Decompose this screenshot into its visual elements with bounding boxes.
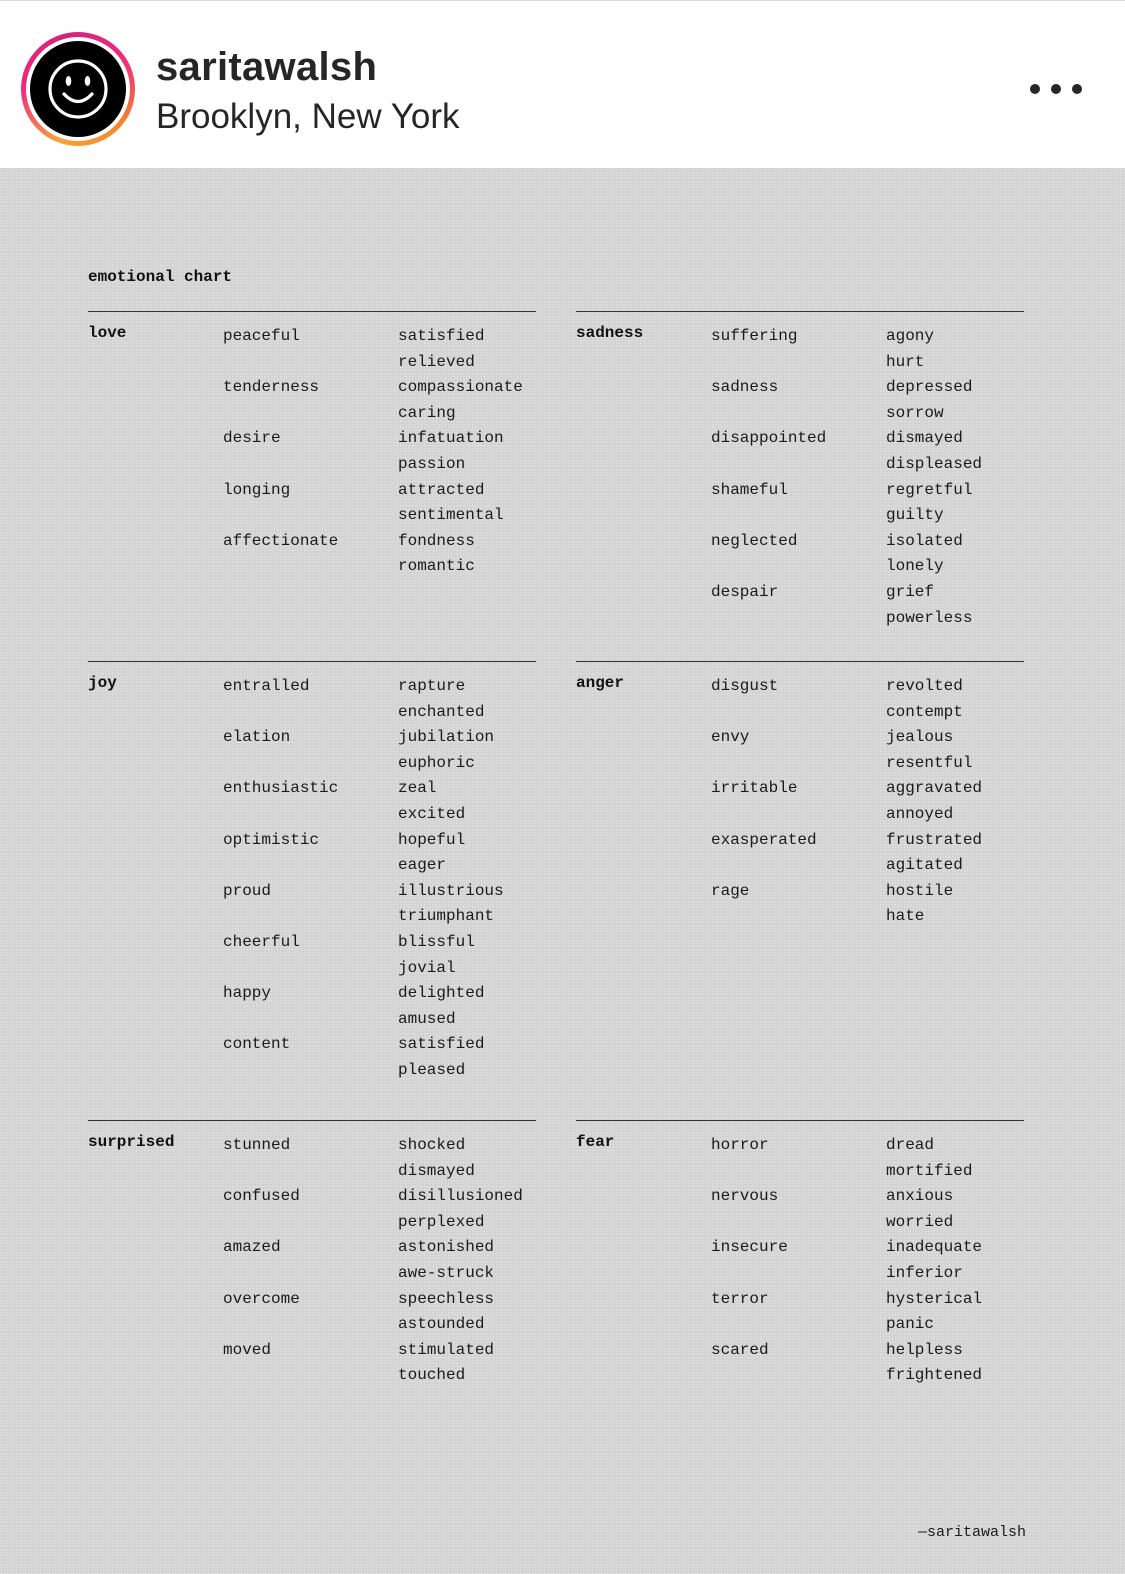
emotion-word bbox=[711, 503, 826, 529]
emotion-word: rage bbox=[711, 881, 750, 900]
emotion-word: perplexed bbox=[398, 1212, 485, 1231]
emotion-word bbox=[223, 1210, 300, 1236]
emotion-word: dismayed bbox=[398, 1161, 475, 1180]
emotion-word bbox=[223, 1058, 338, 1084]
signature: —saritawalsh bbox=[918, 1524, 1027, 1541]
emotion-word bbox=[223, 350, 338, 376]
emotion-word: aggravated bbox=[886, 779, 983, 798]
emotion-word: powerless bbox=[886, 608, 973, 627]
emotion-word: tenderness bbox=[223, 378, 320, 397]
emotion-word: disgust bbox=[711, 677, 779, 695]
emotion-word: regretful bbox=[886, 480, 973, 499]
emotion-column-primary bbox=[223, 1133, 300, 1389]
emotion-word bbox=[711, 606, 826, 632]
emotion-word: nervous bbox=[711, 1187, 779, 1206]
emotion-word: helpless bbox=[886, 1340, 963, 1359]
section-heading: love bbox=[88, 324, 127, 342]
post-image[interactable] bbox=[0, 168, 1125, 1574]
section-joy bbox=[88, 661, 536, 1079]
post-header bbox=[0, 0, 1125, 168]
emotion-word: hate bbox=[886, 907, 925, 926]
emotion-word bbox=[711, 554, 826, 580]
emotion-word: awe-struck bbox=[398, 1263, 495, 1282]
emotion-word: guilty bbox=[886, 506, 944, 525]
dot-icon bbox=[1072, 84, 1082, 94]
emotion-word: scared bbox=[711, 1340, 769, 1359]
emotion-word: proud bbox=[223, 881, 272, 900]
avatar-border bbox=[26, 37, 130, 141]
emotion-column-secondary bbox=[886, 674, 982, 930]
chart-title: emotional chart bbox=[88, 268, 233, 286]
emotion-word: eager bbox=[398, 856, 447, 875]
section-love bbox=[88, 311, 536, 576]
emotion-word bbox=[223, 503, 338, 529]
emotion-word: jovial bbox=[398, 958, 456, 977]
emotion-word: passion bbox=[398, 454, 466, 473]
emotion-word: resentful bbox=[886, 753, 973, 772]
emotion-word: dismayed bbox=[886, 429, 963, 448]
emotion-word: jealous bbox=[886, 728, 954, 747]
emotion-word: zeal bbox=[398, 779, 437, 798]
section-heading: anger bbox=[576, 674, 625, 692]
section-surprised bbox=[88, 1120, 536, 1385]
emotion-word: caring bbox=[398, 403, 456, 422]
emotion-word: speechless bbox=[398, 1289, 495, 1308]
emotion-word: stimulated bbox=[398, 1340, 495, 1359]
emotion-word: contempt bbox=[886, 702, 963, 721]
emotion-word: jubilation bbox=[398, 728, 495, 747]
emotion-word: euphoric bbox=[398, 753, 475, 772]
emotion-word: terror bbox=[711, 1289, 769, 1308]
emotion-word: relieved bbox=[398, 352, 475, 371]
emotion-word: frightened bbox=[886, 1366, 983, 1385]
emotion-word bbox=[223, 1007, 338, 1033]
emotion-word: hopeful bbox=[398, 830, 466, 849]
emotion-word: dread bbox=[886, 1136, 935, 1154]
emotion-word bbox=[711, 1312, 788, 1338]
emotion-word: grief bbox=[886, 582, 935, 601]
emotion-word: overcome bbox=[223, 1289, 300, 1308]
emotion-word bbox=[223, 1159, 300, 1185]
emotion-word: hurt bbox=[886, 352, 925, 371]
emotion-word: suffering bbox=[711, 327, 798, 345]
emotion-word: confused bbox=[223, 1187, 300, 1206]
emotion-word bbox=[711, 751, 817, 777]
emotion-word bbox=[711, 452, 826, 478]
smiley-face-icon bbox=[30, 41, 126, 137]
emotion-word bbox=[223, 1312, 300, 1338]
emotion-word: infatuation bbox=[398, 429, 504, 448]
emotion-word: worried bbox=[886, 1212, 954, 1231]
emotion-word: longing bbox=[223, 480, 291, 499]
emotion-word bbox=[711, 1363, 788, 1389]
emotion-word: happy bbox=[223, 984, 272, 1003]
emotion-word: moved bbox=[223, 1340, 272, 1359]
emotion-word bbox=[223, 956, 338, 982]
emotion-word bbox=[223, 904, 338, 930]
emotion-word: agitated bbox=[886, 856, 963, 875]
section-sadness bbox=[576, 311, 1024, 627]
emotion-word: sorrow bbox=[886, 403, 944, 422]
emotion-word: exasperated bbox=[711, 830, 817, 849]
emotion-word: agony bbox=[886, 327, 935, 345]
emotion-word: elation bbox=[223, 728, 291, 747]
emotion-word: sadness bbox=[711, 378, 779, 397]
emotion-word bbox=[711, 802, 817, 828]
emotion-word: disillusioned bbox=[398, 1187, 523, 1206]
emotion-column-primary bbox=[711, 1133, 788, 1389]
emotion-word bbox=[223, 1363, 300, 1389]
emotion-word bbox=[711, 1159, 788, 1185]
emotion-word bbox=[711, 350, 826, 376]
section-anger bbox=[576, 661, 1024, 926]
emotion-column-secondary bbox=[398, 1133, 523, 1389]
emotion-word: amused bbox=[398, 1009, 456, 1028]
emotion-word: mortified bbox=[886, 1161, 973, 1180]
emotion-word bbox=[223, 751, 338, 777]
section-fear bbox=[576, 1120, 1024, 1385]
section-heading: joy bbox=[88, 674, 117, 692]
avatar[interactable] bbox=[30, 41, 126, 137]
emotion-word bbox=[711, 904, 817, 930]
emotion-word: pleased bbox=[398, 1060, 466, 1079]
emotion-word: romantic bbox=[398, 557, 475, 576]
emotion-word: rapture bbox=[398, 677, 466, 695]
emotion-word: illustrious bbox=[398, 881, 504, 900]
emotion-word: envy bbox=[711, 728, 750, 747]
emotion-word: enthusiastic bbox=[223, 779, 339, 798]
emotion-word: stunned bbox=[223, 1136, 291, 1154]
emotion-word: affectionate bbox=[223, 531, 339, 550]
emotion-word: cheerful bbox=[223, 932, 300, 951]
emotion-word: desire bbox=[223, 429, 281, 448]
emotion-word: isolated bbox=[886, 531, 963, 550]
emotion-word: inadequate bbox=[886, 1238, 983, 1257]
emotion-word: anxious bbox=[886, 1187, 954, 1206]
emotion-word: delighted bbox=[398, 984, 485, 1003]
emotion-word bbox=[223, 802, 338, 828]
more-options-icon[interactable] bbox=[1030, 79, 1082, 99]
emotion-word: fondness bbox=[398, 531, 475, 550]
emotion-word: optimistic bbox=[223, 830, 320, 849]
emotion-word: irritable bbox=[711, 779, 798, 798]
location-link[interactable]: Brooklyn, New York bbox=[156, 97, 460, 136]
emotion-word: revolted bbox=[886, 677, 963, 695]
emotion-word: entralled bbox=[223, 677, 310, 695]
emotion-word: triumphant bbox=[398, 907, 495, 926]
emotion-word bbox=[223, 452, 338, 478]
section-heading: surprised bbox=[88, 1133, 175, 1151]
section-heading: sadness bbox=[576, 324, 644, 342]
emotion-word: inferior bbox=[886, 1263, 963, 1282]
emotion-word: compassionate bbox=[398, 378, 523, 397]
emotion-word: satisfied bbox=[398, 1035, 485, 1054]
emotion-word bbox=[711, 700, 817, 726]
emotion-word: hostile bbox=[886, 881, 954, 900]
emotion-word: hysterical bbox=[886, 1289, 983, 1308]
emotion-word: amazed bbox=[223, 1238, 281, 1257]
emotion-word: despair bbox=[711, 582, 779, 601]
emotion-word: depressed bbox=[886, 378, 973, 397]
emotion-word bbox=[223, 1261, 300, 1287]
emotion-word: panic bbox=[886, 1315, 935, 1334]
emotion-word: frustrated bbox=[886, 830, 983, 849]
emotion-word bbox=[711, 401, 826, 427]
emotion-word: horror bbox=[711, 1136, 769, 1154]
emotion-word: shameful bbox=[711, 480, 788, 499]
emotion-word: astonished bbox=[398, 1238, 495, 1257]
emotion-word: annoyed bbox=[886, 804, 954, 823]
emotion-column-secondary bbox=[398, 674, 504, 1084]
emotion-word: attracted bbox=[398, 480, 485, 499]
emotion-column-secondary bbox=[886, 1133, 982, 1389]
emotion-word: sentimental bbox=[398, 506, 504, 525]
emotion-word bbox=[711, 1210, 788, 1236]
emotion-word: touched bbox=[398, 1366, 466, 1385]
emotion-word: lonely bbox=[886, 557, 944, 576]
dot-icon bbox=[1051, 84, 1061, 94]
emotion-column-primary bbox=[223, 324, 338, 580]
emotion-word: disappointed bbox=[711, 429, 827, 448]
story-ring[interactable] bbox=[21, 32, 135, 146]
emotion-word: blissful bbox=[398, 932, 475, 951]
emotion-word: insecure bbox=[711, 1238, 788, 1257]
emotion-word bbox=[223, 401, 338, 427]
emotion-word: neglected bbox=[711, 531, 798, 550]
emotion-column-secondary bbox=[398, 324, 523, 580]
emotion-word bbox=[711, 853, 817, 879]
emotion-word bbox=[223, 700, 338, 726]
emotion-word: peaceful bbox=[223, 327, 300, 345]
emotion-column-secondary bbox=[886, 324, 982, 631]
emotion-column-primary bbox=[711, 324, 826, 631]
username-link[interactable]: saritawalsh bbox=[156, 45, 378, 89]
emotion-word bbox=[223, 554, 338, 580]
emotion-word: satisfied bbox=[398, 327, 485, 345]
emotion-word: astounded bbox=[398, 1315, 485, 1334]
emotion-word: content bbox=[223, 1035, 291, 1054]
emotion-word: excited bbox=[398, 804, 466, 823]
dot-icon bbox=[1030, 84, 1040, 94]
emotion-column-primary bbox=[711, 674, 817, 930]
emotion-word bbox=[223, 853, 338, 879]
emotion-word: enchanted bbox=[398, 702, 485, 721]
emotion-word bbox=[711, 1261, 788, 1287]
section-heading: fear bbox=[576, 1133, 615, 1151]
emotion-column-primary bbox=[223, 674, 338, 1084]
emotion-word: displeased bbox=[886, 454, 983, 473]
emotion-word: shocked bbox=[398, 1136, 466, 1154]
